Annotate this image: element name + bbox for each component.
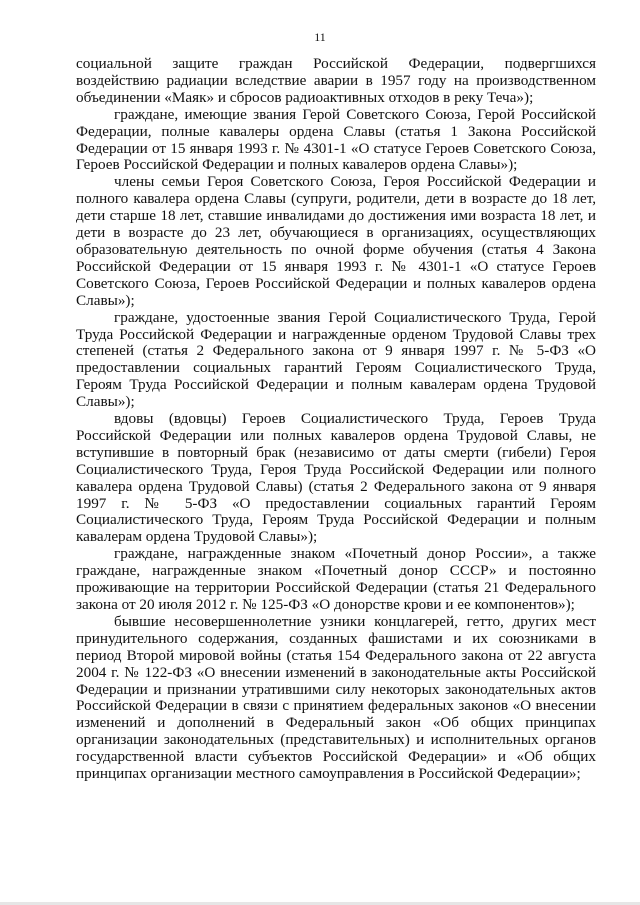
paragraph-continuation: социальной защите граждан Российской Федерации, подвергшихся воздействию радиации вследствие аварии в 1957 году на производственном объединении «Маяк» и сбросов радиоактивных отходов в реку Теча»); bbox=[76, 55, 596, 106]
paragraph-family-members: члены семьи Героя Советского Союза, Героя Российской Федерации и полного кавалера ордена Славы (супруги, родители, дети в возрасте до 18 лет, дети старше 18 лет, ставшие инвалидами до достижения ими возраста 18 лет, и дети в возрасте до 23 лет, обучающиеся в организациях, осуществляющих образовательную деятельность по очной форме обучения (статья 4 Закона Российской Федерации от 15 января 1993 г. № 4301-1 «О статусе Героев Советского Союза, Героев Российской Федерации и полных кавалеров ордена Славы»); bbox=[76, 173, 596, 309]
paragraph-prisoners: бывшие несовершеннолетние узники концлагерей, гетто, других мест принудительного содержания, созданных фашистами и их союзниками в период Второй мировой войны (статья 154 Федерального закона от 22 августа 2004 г. № 122-ФЗ «О внесении изменений в законодательные акты Российской Федерации и признании утратившими силу некоторых законодательных актов Российской Федерации в связи с принятием федеральных законов «О внесении изменений и дополнений в Федеральный закон «Об общих принципах организации законодательных (представительных) и исполнительных органов государственной власти субъектов Российской Федерации» и «Об общих принципах организации местного самоуправления в Российской Федерации»; bbox=[76, 612, 596, 783]
page-number: 11 bbox=[314, 30, 326, 44]
paragraph-donors: граждане, награжденные знаком «Почетный донор России», а также граждане, награжденные знаком «Почетный донор СССР» и постоянно проживающие на территории Российской Федерации (статья 21 Федерального закона от 20 июля 2012 г. № 125-ФЗ «О донорстве крови и ее компонентов»); bbox=[76, 545, 596, 613]
paragraph-labor-heroes: граждане, удостоенные звания Герой Социалистического Труда, Герой Труда Российской Федерации и награжденные орденом Трудовой Славы трех степеней (статья 2 Федерального закона от 9 января 1997 г. № 5-ФЗ «О предоставлении социальных гарантий Героям Социалистического Труда, Героям Труда Российской Федерации и полным кавалерам ордена Трудовой Славы»); bbox=[76, 308, 596, 411]
document-body bbox=[76, 56, 596, 783]
paragraph-heroes: граждане, имеющие звания Герой Советского Союза, Герой Российской Федерации, полные кавалеры ордена Славы (статья 1 Закона Российской Федерации от 15 января 1993 г. № 4301-1 «О статусе Героев Советского Союза, Героев Российской Федерации и полных кавалеров ордена Славы»); bbox=[76, 105, 596, 174]
paragraph-widows: вдовы (вдовцы) Героев Социалистического Труда, Героев Труда Российской Федерации или полных кавалеров ордена Трудовой Славы, не вступившие в повторный брак (независимо от даты смерти (гибели) Героя Социалистического Труда, Героя Труда Российской Федерации или полного кавалера ордена Трудовой Славы) (статья 2 Федерального закона от 9 января 1997 г. № 5-ФЗ «О предоставлении социальных гарантий Героям Социалистического Труда, Героям Труда Российской Федерации и полным кавалерам ордена Трудовой Славы»); bbox=[76, 410, 596, 546]
